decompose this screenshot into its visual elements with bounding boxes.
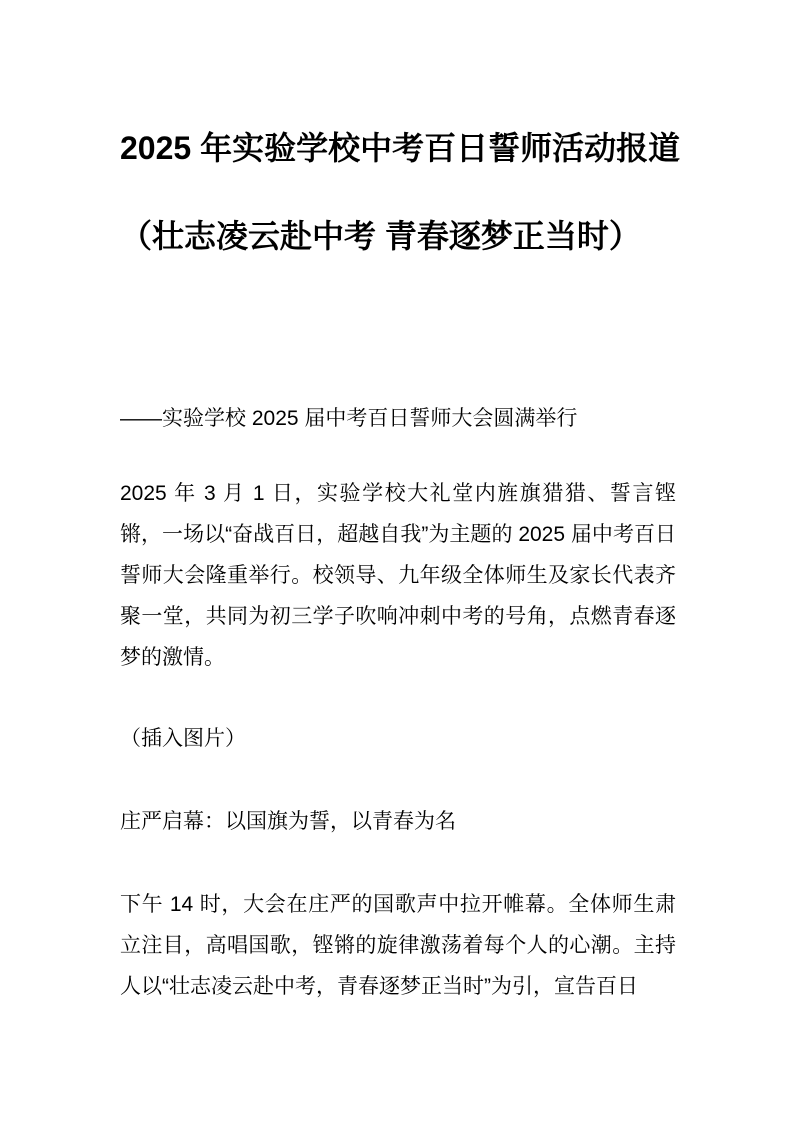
article-subtitle: （壮志凌云赴中考 青春逐梦正当时） [120,218,641,254]
section-paragraph: 下午 14 时，大会在庄严的国歌声中拉开帷幕。全体师生肃立注目，高唱国歌，铿锵的旋律激荡着每个人的心潮。主持人以“壮志凌云赴中考，青春逐梦正当时”为引，宣告百日 [120,893,676,998]
article-byline: ——实验学校 2025 届中考百日誓师大会圆满举行 [120,407,578,430]
article-heading [120,104,686,280]
section-heading: 庄严启幕：以国旗为誓，以青春为名 [120,810,456,833]
image-placeholder-note: （插入图片） [120,727,246,750]
article-title: 2025 年实验学校中考百日誓师活动报道 [120,130,681,166]
intro-paragraph: 2025 年 3 月 1 日，实验学校大礼堂内旌旗猎猎、誓言铿锵，一场以“奋战百日，超越自我”为主题的 2025 届中考百日誓师大会隆重举行。校领导、九年级全体师生及家长代表齐聚一堂，共同为初三学子吹响冲刺中考的号角，点燃青春逐梦的激情。 [120,482,676,669]
